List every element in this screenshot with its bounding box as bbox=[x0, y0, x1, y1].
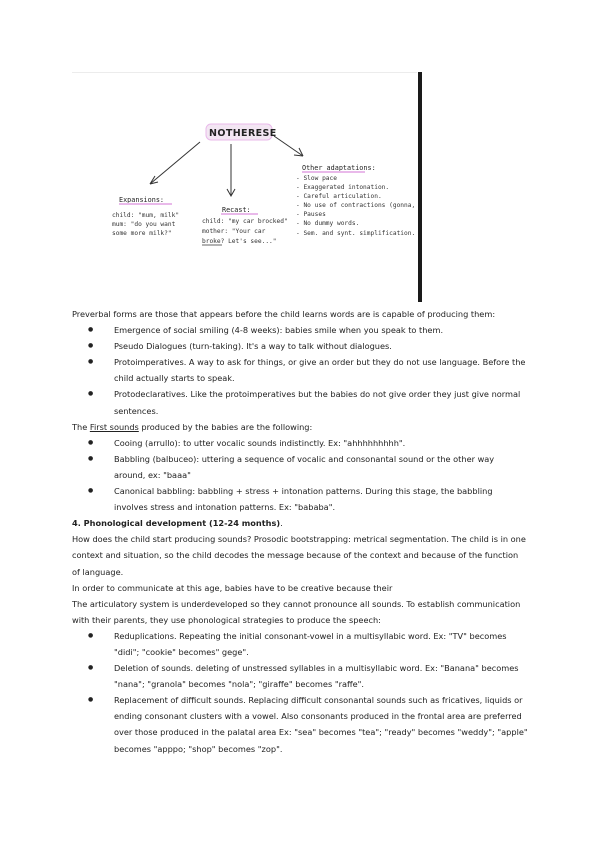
list-item: ● Protoimperatives. A way to ask for things, or give an order but they do not use language. Before the child actually starts to speak. bbox=[72, 354, 528, 386]
adaptation-line-6: - No dummy words. bbox=[296, 220, 360, 227]
paragraph-3: The articulatory system is underdeveloped so they cannot pronounce all sounds. To establish communication with their parents, they use phonological strategies to produce the speech: bbox=[72, 598, 521, 625]
expansions-heading: Expansions: bbox=[119, 196, 165, 204]
adaptation-line-5: - Pauses bbox=[296, 211, 326, 218]
expansions-line-3: some more milk?" bbox=[112, 230, 172, 237]
adaptation-line-3: - Careful articulation. bbox=[296, 193, 382, 200]
adaptation-line-4: - No use of contractions (gonna, bbox=[296, 202, 416, 209]
first-sounds-paragraph bbox=[72, 419, 528, 435]
list-item: ● Canonical babbling: babbling + stress + intonation patterns. During this stage, the babbling involves stress and intonation patterns. Ex: "bababa". bbox=[72, 483, 528, 515]
recast-line-1: child: "my car brocked" bbox=[202, 218, 288, 225]
paragraph-2: In order to communicate at this age, babies have to be creative because their bbox=[72, 582, 393, 593]
section-title: 4. Phonological development (12-24 months) bbox=[72, 518, 281, 529]
arrow-right bbox=[274, 136, 303, 156]
other-adaptations-heading: Other adaptations: bbox=[302, 164, 376, 172]
recast-line-2: mother: "Your car bbox=[202, 228, 266, 235]
section-heading bbox=[72, 515, 528, 531]
expansions-line-2: mum: "do you want bbox=[112, 221, 176, 228]
list-item: ● Emergence of social smiling (4-8 weeks): babies smile when you speak to them. bbox=[72, 322, 528, 338]
list-item: ● Pseudo Dialogues (turn-taking). It's a way to talk without dialogues. bbox=[72, 338, 528, 354]
paragraph-1: How does the child start producing sounds? Prosodic bootstrapping: metrical segmentation. The child is in one context and situation, so the child decodes the message because of the context and because of the function of language. bbox=[72, 534, 526, 577]
adaptation-line-7: - Sem. and synt. simplification. bbox=[296, 230, 416, 237]
first-sounds-prefix: The bbox=[72, 421, 90, 432]
preverbal-list bbox=[72, 322, 528, 419]
recast-heading: Recast: bbox=[222, 206, 251, 214]
list-item: ● Deletion of sounds. deleting of unstressed syllables in a multisyllabic word. Ex: "Banana" becomes "nana"; "granola" becomes "nola"; "giraffe" becomes "raffe". bbox=[72, 660, 528, 692]
list-item: ● Cooing (arrullo): to utter vocalic sounds indistinctly. Ex: "ahhhhhhhhh". bbox=[72, 435, 528, 451]
adaptation-line-2: - Exaggerated intonation. bbox=[296, 184, 390, 191]
arrow-left bbox=[150, 142, 200, 184]
expansions-line-1: child: "mum, milk" bbox=[112, 212, 180, 219]
strategies-list bbox=[72, 628, 528, 757]
list-item: ● Protodeclaratives. Like the protoimperatives but the babies do not give order they just give normal sentences. bbox=[72, 386, 528, 418]
document-body bbox=[72, 306, 528, 757]
adaptation-line-1: - Slow pace bbox=[296, 175, 337, 182]
sounds-list bbox=[72, 435, 528, 515]
first-sounds-underlined: First sounds bbox=[89, 421, 139, 432]
list-item: ● Replacement of difficult sounds. Replacing difficult consonantal sounds such as fricatives, liquids or ending consonant clusters with a vowel. Also consonants produced in the frontal area are preferred over those produced in the palatal area Ex: "sea" becomes "tea"; "ready" becomes "weddy"; "apple" becomes "apppo; "shop" becomes "zop". bbox=[72, 692, 528, 756]
motherese-diagram bbox=[72, 72, 424, 302]
section-title-period: . bbox=[280, 518, 283, 529]
recast-line-3: broke? Let's see..." bbox=[202, 238, 277, 245]
diagram-title: NOTHERESE bbox=[209, 128, 277, 139]
list-item: ● Reduplications. Repeating the initial consonant-vowel in a multisyllabic word. Ex: "TV" becomes "didi"; "cookie" becomes" gege". bbox=[72, 628, 528, 660]
first-sounds-suffix: produced by the babies are the following: bbox=[138, 421, 313, 432]
intro-paragraph: Preverbal forms are those that appears before the child learns words are is capable of producing them: bbox=[72, 309, 496, 319]
diagram-svg bbox=[72, 72, 424, 302]
list-item: ● Babbling (balbuceo): uttering a sequence of vocalic and consonantal sound or the other way around, ex: "baaa" bbox=[72, 451, 528, 483]
